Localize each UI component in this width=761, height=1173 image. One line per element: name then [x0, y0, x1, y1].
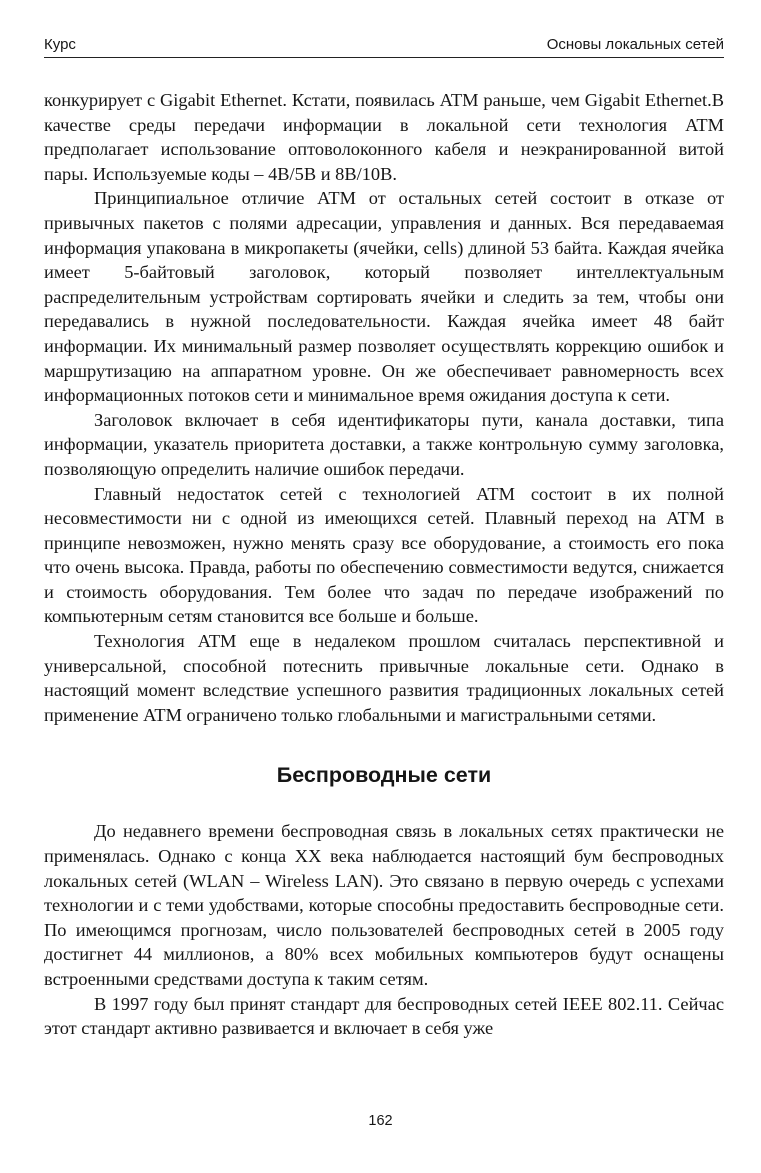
section-heading: Беспроводные сети [276, 763, 492, 788]
page-body [44, 88, 724, 1041]
header-course-label: Курс [44, 36, 76, 53]
paragraph: До недавнего времени беспроводная связь в локальных сетях практически не применялась. Однако с конца XX века наблюдается настоящий бум беспроводных локальных сетей (WLAN – Wireless LAN). Это связано в первую очередь с успехами технологии и с теми удобствами, которые способны предоставить беспроводные сети. По имеющимся прогнозам, число пользователей беспроводных сетей в 2005 году достигнет 44 миллионов, а 80% всех мобильных компьютеров будут оснащены встроенными средствами доступа к таким сетям. [44, 821, 724, 989]
paragraph: Главный недостаток сетей с технологией ATM состоит в их полной несовместимости ни с одной из имеющихся сетей. Плавный переход на ATM в принципе невозможен, нужно менять сразу все оборудование, а стоимость его пока что очень высока. Правда, работы по обеспечению совместимости ведутся, снижается и стоимость оборудования. Тем более что задач по передаче изображений по компьютерным сетям становится все больше и больше. [44, 483, 724, 627]
header-book-title: Основы локальных сетей [546, 36, 724, 53]
paragraph: Принципиальное отличие ATM от остальных сетей состоит в отказе от привычных пакетов с полями адресации, управления и данных. Вся передаваемая информация упакована в микропакеты (ячейки, cells) длиной 53 байта. Каждая ячейка имеет 5-байтовый заголовок, который позволяет интеллектуальным распределительным устройствам сортировать ячейки и следить за тем, чтобы они передавались в нужной последовательности. Каждая ячейка имеет 48 байт информации. Их минимальный размер позволяет осуществлять коррекцию ошибок и маршрутизацию на аппаратном уровне. Он же обеспечивает равномерность всех информационных потоков сети и минимальное время ожидания доступа к сети. [44, 188, 724, 406]
page-number: 162 [368, 1113, 393, 1129]
running-header [44, 33, 724, 58]
paragraph: Заголовок включает в себя идентификаторы пути, канала доставки, типа информации, указатель приоритета доставки, а также контрольную сумму заголовка, позволяющую определить наличие ошибок передачи. [44, 409, 724, 479]
paragraph: В 1997 году был принят стандарт для беспроводных сетей IEEE 802.11. Сейчас этот стандарт активно развивается и включает в себя уже [44, 993, 724, 1039]
paragraph-continuation: конкурирует с Gigabit Ethernet. Кстати, появилась ATM раньше, чем Gigabit Ethernet.В качестве среды передачи информации в локальной сети технология ATM предполагает использование оптоволоконного кабеля и неэкранированной витой пары. Используемые коды – 4B/5B и 8B/10B. [44, 90, 724, 184]
paragraph: Технология ATM еще в недалеком прошлом считалась перспективной и универсальной, способной потеснить привычные локальные сети. Однако в настоящий момент вследствие успешного развития традиционных локальных сетей применение ATM ограничено только глобальными и магистральными сетями. [44, 631, 724, 725]
